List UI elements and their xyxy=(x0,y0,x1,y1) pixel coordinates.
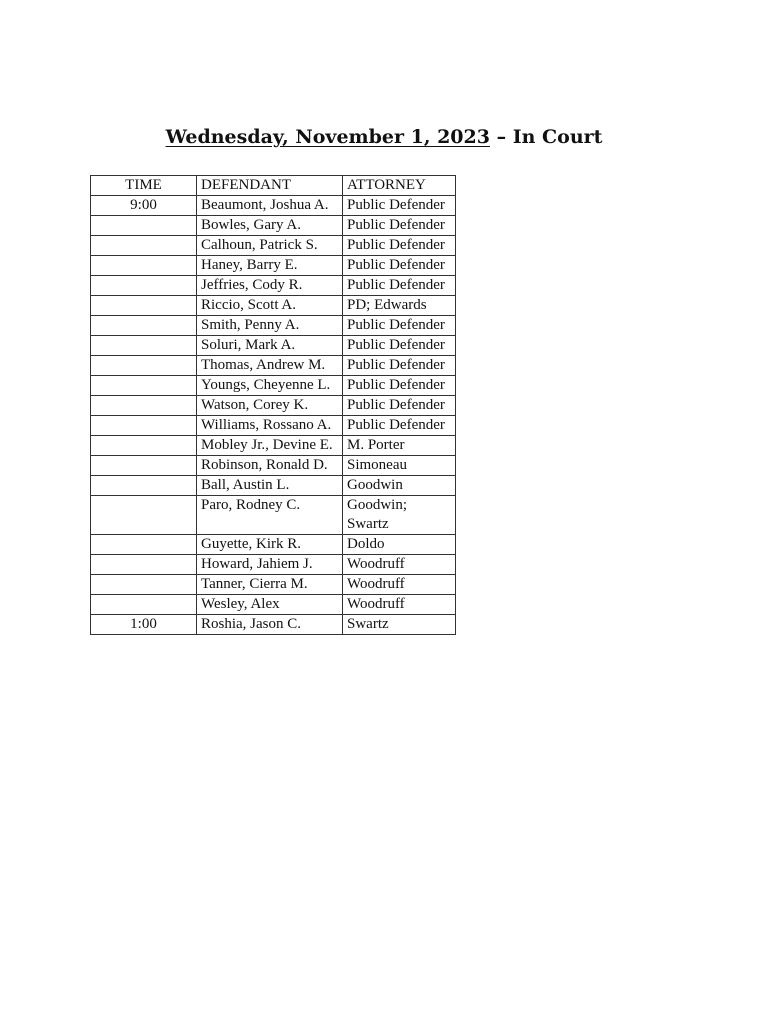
table-row xyxy=(91,396,456,416)
attorney-cell: Swartz xyxy=(343,615,456,635)
attorney-cell: Public Defender xyxy=(343,276,456,296)
attorney-cell: Public Defender xyxy=(343,216,456,236)
table-row xyxy=(91,276,456,296)
page-title xyxy=(0,126,768,148)
time-cell xyxy=(91,276,197,296)
defendant-cell: Jeffries, Cody R. xyxy=(197,276,343,296)
defendant-cell: Haney, Barry E. xyxy=(197,256,343,276)
attorney-cell: Woodruff xyxy=(343,575,456,595)
defendant-cell: Smith, Penny A. xyxy=(197,316,343,336)
defendant-cell: Calhoun, Patrick S. xyxy=(197,236,343,256)
time-cell xyxy=(91,416,197,436)
table-row xyxy=(91,535,456,555)
table-row xyxy=(91,555,456,575)
table-row xyxy=(91,356,456,376)
defendant-cell: Roshia, Jason C. xyxy=(197,615,343,635)
time-cell xyxy=(91,496,197,535)
time-cell xyxy=(91,396,197,416)
attorney-cell: Simoneau xyxy=(343,456,456,476)
table-row xyxy=(91,595,456,615)
defendant-cell: Tanner, Cierra M. xyxy=(197,575,343,595)
attorney-cell: Public Defender xyxy=(343,236,456,256)
time-cell xyxy=(91,535,197,555)
defendant-cell: Beaumont, Joshua A. xyxy=(197,196,343,216)
table-row xyxy=(91,196,456,216)
attorney-cell: Public Defender xyxy=(343,396,456,416)
attorney-cell: Public Defender xyxy=(343,376,456,396)
time-cell xyxy=(91,456,197,476)
defendant-cell: Ball, Austin L. xyxy=(197,476,343,496)
defendant-cell: Williams, Rossano A. xyxy=(197,416,343,436)
attorney-cell: PD; Edwards xyxy=(343,296,456,316)
attorney-cell: Public Defender xyxy=(343,356,456,376)
defendant-cell: Robinson, Ronald D. xyxy=(197,456,343,476)
table-row xyxy=(91,615,456,635)
time-cell: 1:00 xyxy=(91,615,197,635)
attorney-cell: M. Porter xyxy=(343,436,456,456)
table-row xyxy=(91,496,456,535)
time-cell xyxy=(91,595,197,615)
header-time: TIME xyxy=(91,176,197,196)
time-cell xyxy=(91,436,197,456)
header-defendant: DEFENDANT xyxy=(197,176,343,196)
defendant-cell: Wesley, Alex xyxy=(197,595,343,615)
attorney-cell: Public Defender xyxy=(343,316,456,336)
court-schedule-table xyxy=(90,175,456,635)
table-row xyxy=(91,336,456,356)
time-cell xyxy=(91,476,197,496)
attorney-cell: Public Defender xyxy=(343,336,456,356)
time-cell xyxy=(91,216,197,236)
table-row xyxy=(91,416,456,436)
attorney-cell: Goodwin xyxy=(343,476,456,496)
defendant-cell: Watson, Corey K. xyxy=(197,396,343,416)
defendant-cell: Howard, Jahiem J. xyxy=(197,555,343,575)
time-cell xyxy=(91,236,197,256)
time-cell xyxy=(91,296,197,316)
time-cell xyxy=(91,256,197,276)
table-row xyxy=(91,236,456,256)
attorney-cell: Woodruff xyxy=(343,595,456,615)
time-cell xyxy=(91,316,197,336)
defendant-cell: Mobley Jr., Devine E. xyxy=(197,436,343,456)
time-cell xyxy=(91,356,197,376)
defendant-cell: Youngs, Cheyenne L. xyxy=(197,376,343,396)
defendant-cell: Soluri, Mark A. xyxy=(197,336,343,356)
header-row xyxy=(91,176,456,196)
attorney-cell: Public Defender xyxy=(343,256,456,276)
time-cell xyxy=(91,336,197,356)
table-row xyxy=(91,376,456,396)
defendant-cell: Paro, Rodney C. xyxy=(197,496,343,535)
table-row xyxy=(91,256,456,276)
table-row xyxy=(91,296,456,316)
title-suffix: – In Court xyxy=(489,126,603,148)
defendant-cell: Guyette, Kirk R. xyxy=(197,535,343,555)
table-row xyxy=(91,575,456,595)
time-cell: 9:00 xyxy=(91,196,197,216)
time-cell xyxy=(91,575,197,595)
table-row xyxy=(91,216,456,236)
defendant-cell: Thomas, Andrew M. xyxy=(197,356,343,376)
table-row xyxy=(91,316,456,336)
attorney-cell: Public Defender xyxy=(343,416,456,436)
defendant-cell: Bowles, Gary A. xyxy=(197,216,343,236)
attorney-cell: Goodwin; Swartz xyxy=(343,496,456,535)
defendant-cell: Riccio, Scott A. xyxy=(197,296,343,316)
time-cell xyxy=(91,376,197,396)
attorney-cell: Public Defender xyxy=(343,196,456,216)
title-date: Wednesday, November 1, 2023 xyxy=(165,126,490,148)
header-attorney: ATTORNEY xyxy=(343,176,456,196)
attorney-cell: Doldo xyxy=(343,535,456,555)
table-row xyxy=(91,436,456,456)
table-row xyxy=(91,456,456,476)
time-cell xyxy=(91,555,197,575)
attorney-cell: Woodruff xyxy=(343,555,456,575)
table-row xyxy=(91,476,456,496)
